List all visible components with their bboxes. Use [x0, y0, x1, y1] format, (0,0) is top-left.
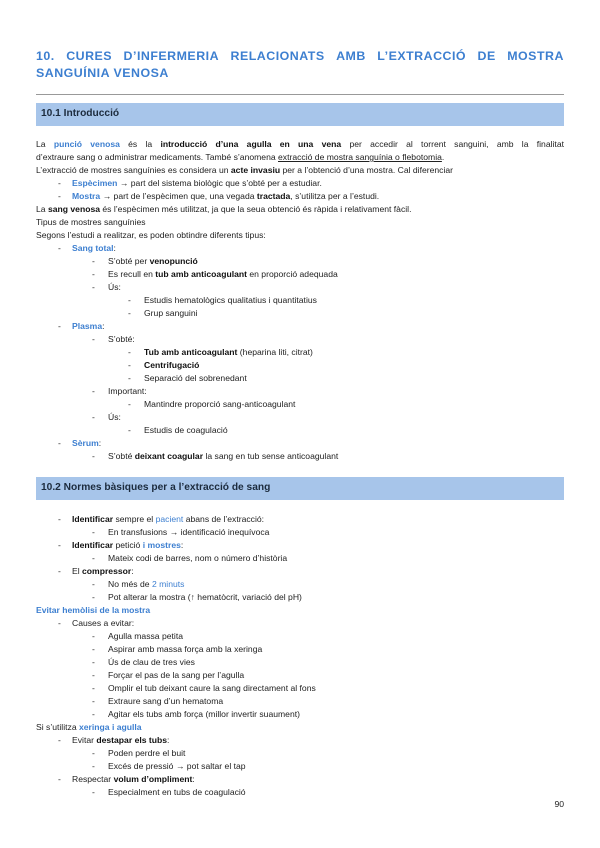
- list-item: Agitar els tubs amb força (millor invertir suaument): [108, 709, 300, 719]
- section-heading-norms: 10.2 Normes bàsiques per a l’extracció de sang: [36, 477, 564, 500]
- intro-line-2: d’extraure sang o administrar medicaments. També s’anomena extracció de mostra sanguínia o flebotomia.: [36, 152, 445, 162]
- list-item: Mantindre proporció sang-anticoagulant: [144, 399, 296, 409]
- mostra-item: Mostra → part de l’espècimen que, una vegada tractada, s’utilitza per a l’estudi.: [72, 191, 380, 201]
- plasma-item: Plasma:: [72, 321, 105, 331]
- list-item: Omplir el tub deixant caure la sang directament al fons: [108, 683, 316, 693]
- list-item: Evitar destapar els tubs:: [72, 735, 170, 745]
- page-number: 90: [554, 799, 564, 809]
- section-heading-intro: 10.1 Introducció: [36, 103, 564, 126]
- list-item: Important:: [108, 386, 147, 396]
- sang-total-item: Sang total:: [72, 243, 116, 253]
- list-item: S’obté:: [108, 334, 135, 344]
- intro-line-3: L’extracció de mostres sanguínies es considera un acte invasiu per a l’obtenció d’una mostra. Cal diferenciar: [36, 165, 454, 175]
- list-item: Extraure sang d’un hematoma: [108, 696, 224, 706]
- list-item: Agulla massa petita: [108, 631, 183, 641]
- list-item: Poden perdre el buit: [108, 748, 186, 758]
- list-item: Estudis de coagulació: [144, 425, 228, 435]
- intro-line-5: Tipus de mostres sanguínies: [36, 217, 146, 227]
- list-item: No més de 2 minuts: [108, 579, 185, 589]
- list-item: Es recull en tub amb anticoagulant en proporció adequada: [108, 269, 338, 279]
- list-item: Causes a evitar:: [72, 618, 135, 628]
- list-item: Estudis hematològics qualitatius i quantitatius: [144, 295, 317, 305]
- list-item: Mateix codi de barres, nom o número d’història: [108, 553, 288, 563]
- list-item: Forçar el pas de la sang per l’agulla: [108, 670, 245, 680]
- title-divider: [36, 94, 564, 95]
- syringe-heading: Si s’utilitza xeringa i agulla: [36, 722, 142, 732]
- list-item: Tub amb anticoagulant (heparina liti, citrat): [144, 347, 313, 357]
- list-item: Excés de pressió → pot saltar el tap: [108, 761, 246, 771]
- list-item: Centrifugació: [144, 360, 200, 370]
- list-item: Respectar volum d’ompliment:: [72, 774, 195, 784]
- list-item: Ús:: [108, 412, 121, 422]
- list-item: S’obté per venopunció: [108, 256, 198, 266]
- list-item: Especialment en tubs de coagulació: [108, 787, 246, 797]
- list-item: En transfusions → identificació inequívoca: [108, 527, 270, 537]
- intro-line-1: La punció venosa és la introducció d’una agulla en una vena per accedir al torrent sanguini, amb la finalitat: [36, 139, 564, 149]
- list-item: Grup sanguini: [144, 308, 198, 318]
- list-item: Pot alterar la mostra (↑ hematòcrit, variació del pH): [108, 592, 302, 602]
- list-item: Ús:: [108, 282, 121, 292]
- list-item: Ús de clau de tres vies: [108, 657, 195, 667]
- list-item: Identificar petició i mostres:: [72, 540, 184, 550]
- serum-item: Sèrum:: [72, 438, 102, 448]
- list-item: Separació del sobrenedant: [144, 373, 247, 383]
- intro-line-6: Segons l’estudi a realitzar, es poden obtindre diferents tipus:: [36, 230, 266, 240]
- list-item: S’obté deixant coagular la sang en tub sense anticoagulant: [108, 451, 339, 461]
- especimen-item: Espècimen → part del sistema biològic que s’obté per a estudiar.: [72, 178, 322, 188]
- list-item: Aspirar amb massa força amb la xeringa: [108, 644, 263, 654]
- hemolysis-heading: Evitar hemòlisi de la mostra: [36, 605, 151, 615]
- list-item: El compressor:: [72, 566, 134, 576]
- list-item: Identificar sempre el pacient abans de l’extracció:: [72, 514, 265, 524]
- intro-line-4: La sang venosa és l’espècimen més utilitzat, ja que la seua obtenció és ràpida i relativament fàcil.: [36, 204, 412, 214]
- chapter-title: 10. CURES D’INFERMERIA RELACIONATS AMB L’EXTRACCIÓ DE MOSTRA SANGUÍNIA VENOSA: [36, 49, 564, 80]
